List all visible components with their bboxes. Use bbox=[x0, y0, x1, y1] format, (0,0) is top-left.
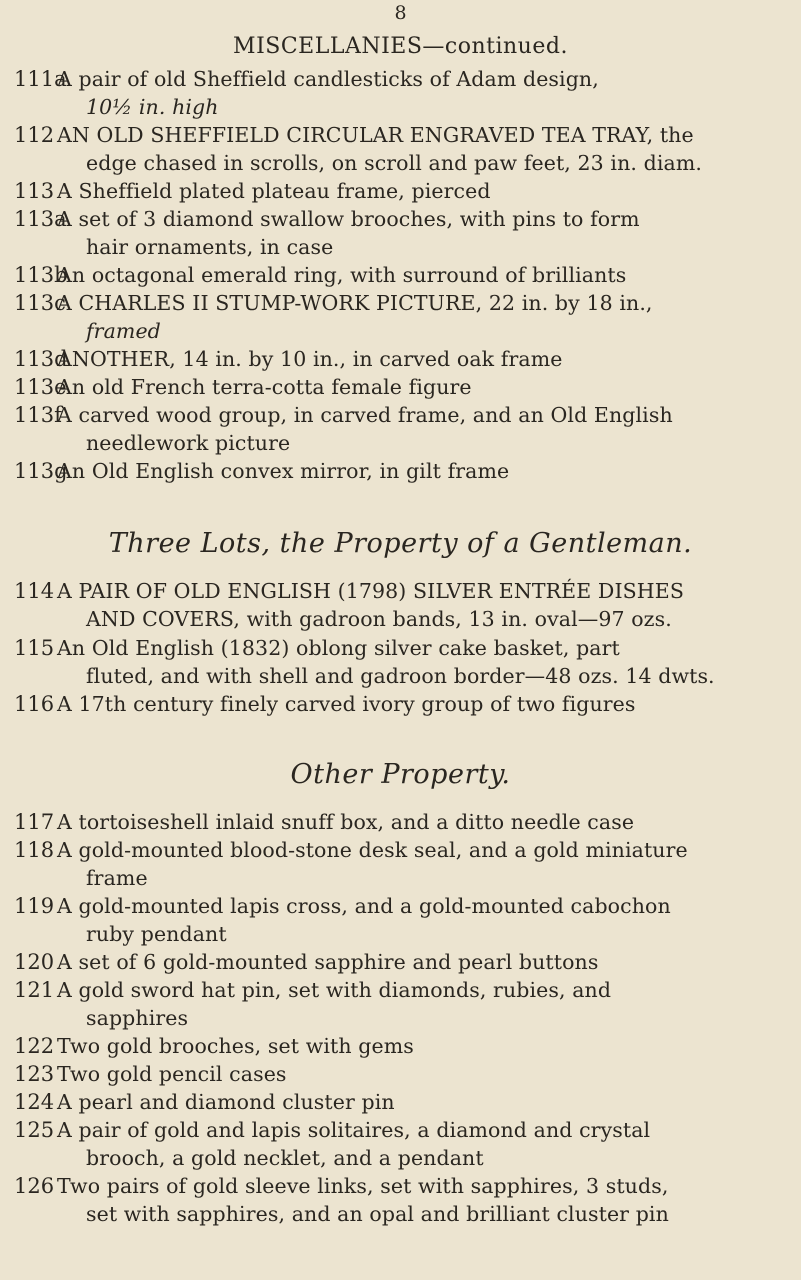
lot-number: 115 bbox=[14, 636, 55, 660]
lot-line: brooch, a gold necklet, and a pendant bbox=[86, 1146, 484, 1170]
lot-line: A PAIR OF OLD ENGLISH (1798) SILVER ENTRÉE DISHES bbox=[57, 579, 684, 603]
lot-description bbox=[57, 205, 743, 261]
lot-line: A tortoiseshell inlaid snuff box, and a ditto needle case bbox=[57, 810, 635, 834]
lot-line: Two gold brooches, set with gems bbox=[57, 1034, 414, 1058]
lot-line: A gold-mounted blood-stone desk seal, and a gold miniature bbox=[57, 838, 688, 862]
lot-description bbox=[57, 457, 743, 485]
lot-line: framed bbox=[86, 319, 161, 343]
lot-description bbox=[57, 1116, 743, 1172]
lot-line: A CHARLES II STUMP-WORK PICTURE, 22 in. by 18 in., bbox=[57, 291, 653, 315]
lot-line: A set of 3 diamond swallow brooches, with pins to form bbox=[57, 207, 640, 231]
lot-number: 117 bbox=[14, 810, 55, 834]
lot-line: 10½ in. high bbox=[86, 95, 219, 119]
lot-line: A pair of gold and lapis solitaires, a diamond and crystal bbox=[57, 1118, 651, 1142]
lot-description bbox=[57, 1032, 743, 1060]
section-heading-gentleman: Three Lots, the Property of a Gentleman. bbox=[108, 528, 693, 559]
lot-line: A pearl and diamond cluster pin bbox=[57, 1090, 395, 1114]
lot-number: 122 bbox=[14, 1034, 55, 1058]
lot-description bbox=[57, 177, 743, 205]
lot-line: AN OLD SHEFFIELD CIRCULAR ENGRAVED TEA TRAY, the bbox=[57, 123, 694, 147]
lot-description bbox=[57, 373, 743, 401]
lot-number: 112 bbox=[14, 123, 55, 147]
page-number: 8 bbox=[394, 2, 407, 24]
lot-description bbox=[57, 289, 743, 345]
lot-number: 113g bbox=[14, 459, 68, 483]
lot-number: 126 bbox=[14, 1174, 55, 1198]
lot-line: An Old English (1832) oblong silver cake basket, part bbox=[57, 636, 620, 660]
lot-description bbox=[57, 577, 743, 633]
lot-number: 114 bbox=[14, 579, 55, 603]
lot-number: 123 bbox=[14, 1062, 55, 1086]
lot-description bbox=[57, 65, 743, 121]
lot-line: ruby pendant bbox=[86, 922, 227, 946]
lot-description bbox=[57, 261, 743, 289]
lot-line: An Old English convex mirror, in gilt frame bbox=[57, 459, 510, 483]
lot-description bbox=[57, 121, 743, 177]
lot-line: An octagonal emerald ring, with surround of brilliants bbox=[57, 263, 627, 287]
lot-description bbox=[57, 690, 743, 718]
lot-description bbox=[57, 808, 743, 836]
lot-line: A gold-mounted lapis cross, and a gold-mounted cabochon bbox=[57, 894, 671, 918]
lot-line: edge chased in scrolls, on scroll and paw feet, 23 in. diam. bbox=[86, 151, 702, 175]
lot-line: needlework picture bbox=[86, 431, 291, 455]
lot-description bbox=[57, 892, 743, 948]
lot-line: Two gold pencil cases bbox=[57, 1062, 287, 1086]
lot-description bbox=[57, 634, 743, 690]
lot-line: A gold sword hat pin, set with diamonds, rubies, and bbox=[57, 978, 612, 1002]
lot-description bbox=[57, 1060, 743, 1088]
lot-line: frame bbox=[86, 866, 148, 890]
lot-number: 113c bbox=[14, 291, 66, 315]
lot-line: ANOTHER, 14 in. by 10 in., in carved oak frame bbox=[57, 347, 563, 371]
lot-number: 113a bbox=[14, 207, 67, 231]
lot-line: A pair of old Sheffield candlesticks of Adam design, bbox=[57, 67, 599, 91]
lot-number: 113 bbox=[14, 179, 55, 203]
lot-number: 120 bbox=[14, 950, 55, 974]
lot-line: fluted, and with shell and gadroon border—48 ozs. 14 dwts. bbox=[86, 664, 715, 688]
lot-line: set with sapphires, and an opal and brilliant cluster pin bbox=[86, 1202, 669, 1226]
lot-number: 113e bbox=[14, 375, 67, 399]
lot-number: 113f bbox=[14, 403, 62, 427]
lot-line: A carved wood group, in carved frame, and an Old English bbox=[57, 403, 673, 427]
lot-number: 118 bbox=[14, 838, 55, 862]
lot-line: AND COVERS, with gadroon bands, 13 in. oval—97 ozs. bbox=[86, 607, 672, 631]
lot-number: 116 bbox=[14, 692, 55, 716]
section-title: MISCELLANIES—continued. bbox=[233, 34, 568, 59]
lot-line: A 17th century finely carved ivory group of two figures bbox=[57, 692, 636, 716]
lot-number: 121 bbox=[14, 978, 55, 1002]
lot-number: 111a bbox=[14, 67, 67, 91]
lot-description bbox=[57, 948, 743, 976]
lot-description bbox=[57, 401, 743, 457]
lot-line: sapphires bbox=[86, 1006, 189, 1030]
lot-number: 119 bbox=[14, 894, 55, 918]
lot-number: 113b bbox=[14, 263, 68, 287]
lot-description bbox=[57, 1088, 743, 1116]
lot-description bbox=[57, 345, 743, 373]
lot-line: A Sheffield plated plateau frame, pierced bbox=[57, 179, 491, 203]
section-heading-other-property: Other Property. bbox=[290, 759, 511, 790]
lot-line: An old French terra-cotta female figure bbox=[57, 375, 472, 399]
lot-line: A set of 6 gold-mounted sapphire and pearl buttons bbox=[57, 950, 599, 974]
lot-description bbox=[57, 976, 743, 1032]
lot-number: 113d bbox=[14, 347, 68, 371]
lot-number: 124 bbox=[14, 1090, 55, 1114]
lot-description bbox=[57, 1172, 743, 1228]
lot-number: 125 bbox=[14, 1118, 55, 1142]
lot-description bbox=[57, 836, 743, 892]
lot-line: Two pairs of gold sleeve links, set with sapphires, 3 studs, bbox=[57, 1174, 669, 1198]
lot-line: hair ornaments, in case bbox=[86, 235, 334, 259]
